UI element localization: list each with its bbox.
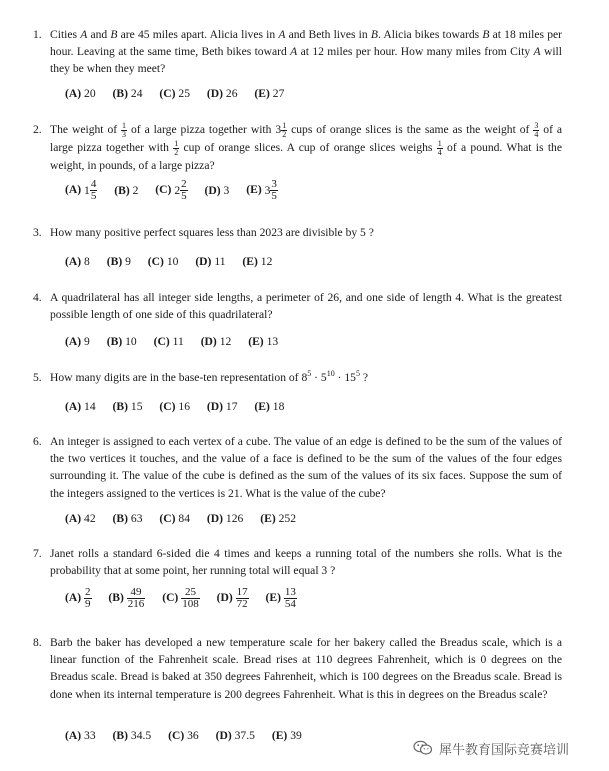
choice-c[interactable]: (C) 36 [168, 728, 199, 742]
problem-statement: An integer is assigned to each vertex of a cube. The value of an edge is defined to be the sum of the values of the two vertices it touches, and the value of a face is defined to be the sum of the values of the four edges surrounding it. The value of the cube is defined as the sum of the values of its six faces. Suppose the sum of the integers assigned to the vertices is 21. What is the value of the cube? [50, 435, 562, 500]
choice-d[interactable]: (D) 17 [206, 399, 238, 413]
problem-number: 8. [33, 636, 42, 649]
problem-4 [33, 289, 562, 348]
watermark-text: 犀牛教育国际竞赛培训 [439, 742, 570, 758]
choice-c[interactable]: (C) 10 [147, 254, 179, 268]
answer-choices [65, 252, 286, 270]
problem-1 [33, 26, 563, 100]
problem-statement: Barb the baker has developed a new temperature scale for her bakery called the Breadus scale, which is a linear function of the Fahrenheit scale. Bread rises at 110 degrees Fahrenheit, which is 0 degrees on the Breadus scale. Bread is baked at 350 degrees Fahrenheit, which is 100 degrees on the Breadus scale. Bread is done when its internal temperature is 200 degrees Fahrenheit. What is this in degrees on the Breadus scale? [50, 636, 562, 701]
problem-3 [33, 224, 562, 268]
choice-c[interactable]: (C) 2 $\frac{2}{5}$ [155, 178, 187, 202]
choice-e[interactable]: (E) 13 [248, 334, 279, 348]
choice-e[interactable]: (E) $\frac{13}{54}$ [265, 586, 296, 610]
choice-a[interactable]: (A) 33 [65, 728, 96, 742]
choice-c[interactable]: (C) 11 [153, 334, 184, 348]
choice-b[interactable]: (B) 34.5 [112, 728, 152, 742]
choice-e[interactable]: (E) 3 $\frac{3}{5}$ [246, 178, 277, 202]
choice-d[interactable]: (D) 37.5 [215, 728, 255, 742]
answer-choices [65, 509, 310, 527]
fraction: $\frac{1}{2}$ [282, 120, 287, 139]
choice-c[interactable]: (C) 84 [159, 511, 190, 525]
choice-b[interactable]: (B) $\frac{49}{216}$ [108, 586, 145, 610]
choice-a[interactable]: (A) 9 [65, 334, 90, 348]
problem-number: 7. [33, 547, 42, 560]
answer-choices [65, 397, 298, 415]
problem-number: 2. [33, 123, 42, 136]
problem-statement: Janet rolls a standard 6-sided die 4 times and keeps a running total of the numbers she rolls. What is the probability that at some point, her running total will equal 3 ? [50, 547, 562, 578]
problem-number: 3. [33, 226, 42, 239]
fraction: $\frac{1}{3}$ [122, 120, 127, 139]
problem-statement: The weight of $\frac{1}{3}$ of a large pizza together with 3 $\frac{1}{2}$ cups of orange slices is the same as the weight of $\frac{3}{4}$ of a large pizza together with $\frac{1}{2}$ cup of orange slices. A cup of orange slices weighs $\frac{1}{4}$ of a pound. What is the weight, in pounds, of a large pizza? [50, 120, 563, 172]
choice-a[interactable]: (A) $\frac{2}{9}$ [65, 586, 91, 610]
watermark [413, 736, 603, 760]
wechat-icon [413, 740, 433, 756]
choice-a[interactable]: (A) 8 [65, 254, 90, 268]
answer-choices [65, 84, 298, 102]
problem-statement: How many digits are in the base-ten representation of $8^5 \cdot 5^{10} \cdot 15^5$ ? [50, 369, 369, 384]
choice-d[interactable]: (D) 3 [204, 183, 230, 197]
problem-2 [33, 120, 563, 202]
choice-a[interactable]: (A) 1 $\frac{4}{5}$ [65, 178, 97, 202]
choice-e[interactable]: (E) 12 [242, 254, 273, 268]
choice-b[interactable]: (B) 2 [114, 183, 139, 197]
choice-e[interactable]: (E) 27 [254, 86, 285, 100]
choice-d[interactable]: (D) 11 [195, 254, 226, 268]
choice-e[interactable]: (E) 39 [271, 728, 302, 742]
problem-number: 1. [33, 28, 42, 41]
choice-b[interactable]: (B) 63 [112, 511, 143, 525]
choice-e[interactable]: (E) 252 [260, 511, 296, 525]
choice-a[interactable]: (A) 42 [65, 511, 96, 525]
choice-d[interactable]: (D) 26 [206, 86, 238, 100]
problem-6 [33, 433, 562, 525]
choice-b[interactable]: (B) 10 [106, 334, 137, 348]
problem-number: 4. [33, 291, 42, 304]
answer-choices [65, 587, 311, 610]
choice-b[interactable]: (B) 9 [106, 254, 131, 268]
answer-choices [65, 726, 316, 744]
answer-choices [65, 179, 292, 202]
fraction: $\frac{1}{4}$ [437, 138, 442, 157]
problem-8 [33, 634, 562, 742]
problem-statement: Cities A and B are 45 miles apart. Alicia lives in A and Beth lives in B. Alicia bikes towards B at 18 miles per hour. Leaving at the same time, Beth bikes toward A at 12 miles per hour. How many miles from City A will they be when they meet? [50, 28, 563, 76]
choice-e[interactable]: (E) 18 [254, 399, 285, 413]
choice-a[interactable]: (A) 20 [65, 86, 96, 100]
choice-d[interactable]: (D) 126 [206, 511, 244, 525]
fraction: $\frac{3}{4}$ [534, 120, 539, 139]
problem-7 [33, 545, 562, 610]
choice-c[interactable]: (C) $\frac{25}{108}$ [162, 586, 199, 610]
choice-b[interactable]: (B) 24 [112, 86, 143, 100]
problem-statement: How many positive perfect squares less than 2023 are divisible by 5 ? [50, 226, 374, 239]
choice-d[interactable]: (D) 12 [200, 334, 232, 348]
choice-b[interactable]: (B) 15 [112, 399, 143, 413]
problem-number: 6. [33, 435, 42, 448]
answer-choices [65, 332, 292, 350]
choice-a[interactable]: (A) 14 [65, 399, 96, 413]
choice-d[interactable]: (D) $\frac{17}{72}$ [216, 586, 248, 610]
fraction: $\frac{1}{2}$ [174, 138, 179, 157]
problem-statement: A quadrilateral has all integer side lengths, a perimeter of 26, and one side of length 4. What is the greatest possible length of one side of this quadrilateral? [50, 291, 562, 322]
problem-number: 5. [33, 371, 42, 384]
choice-c[interactable]: (C) 25 [159, 86, 190, 100]
choice-c[interactable]: (C) 16 [159, 399, 190, 413]
problem-5 [33, 369, 562, 413]
